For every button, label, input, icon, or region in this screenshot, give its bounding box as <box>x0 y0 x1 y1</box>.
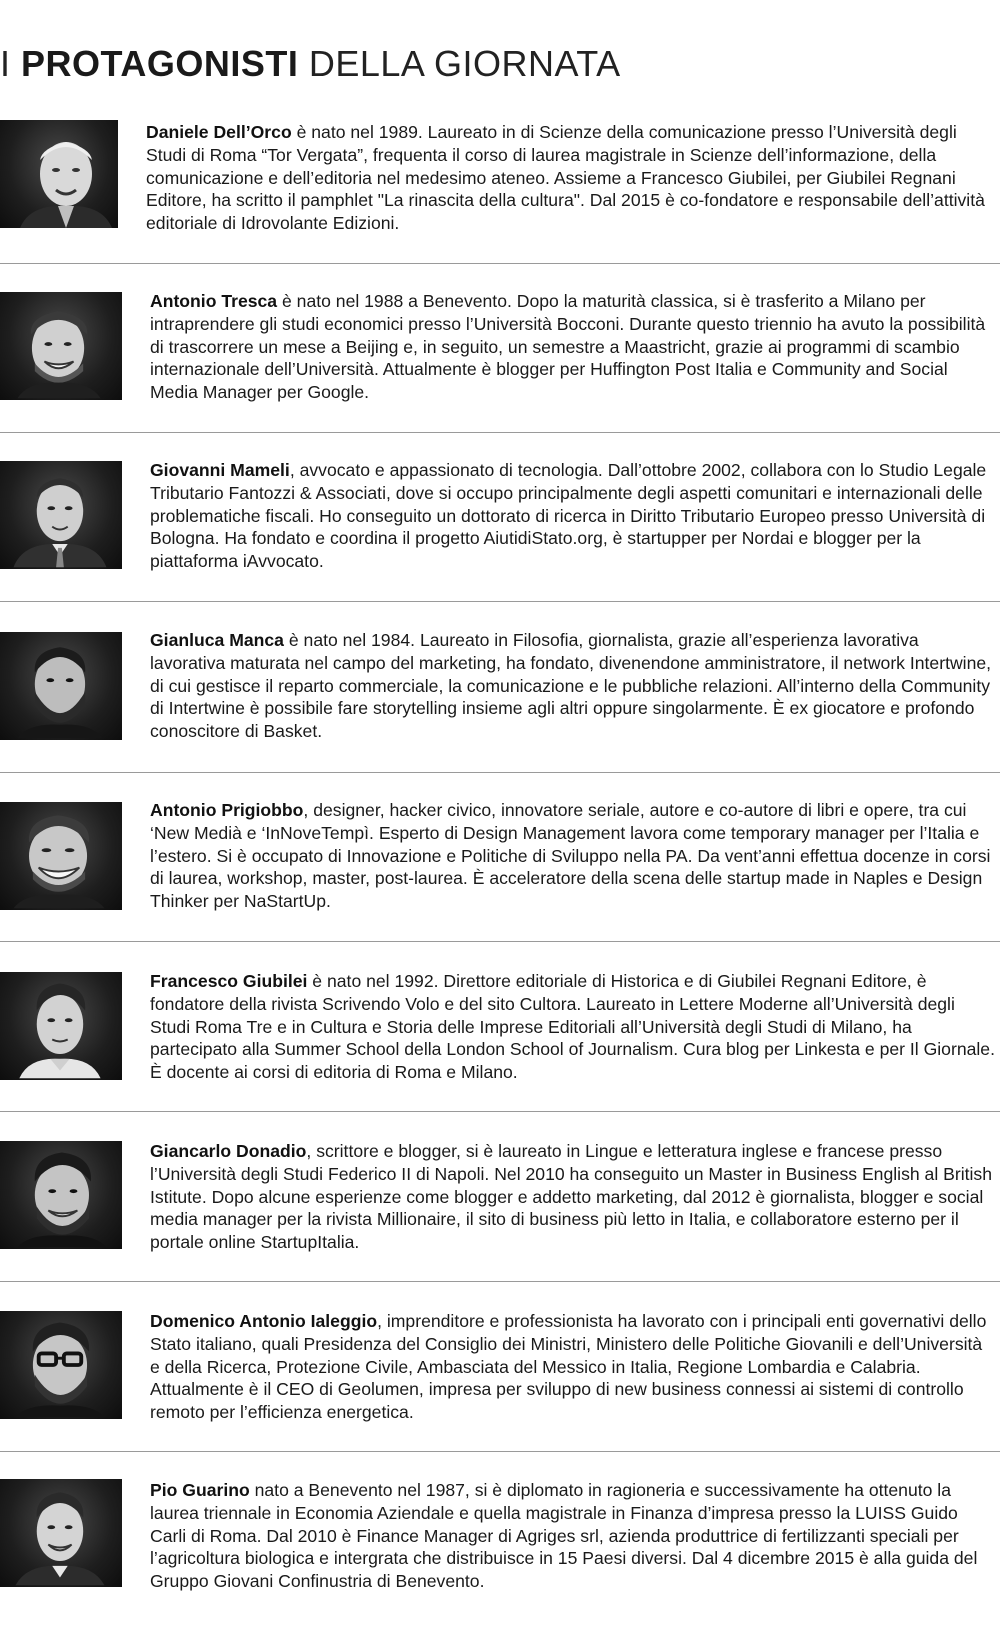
divider <box>0 1281 1000 1282</box>
person-description: è nato nel 1988 a Benevento. Dopo la maturità classica, si è trasferito a Milano per intraprendere gli studi economici presso l’Università Bocconi. Durante questo triennio ha avuto la possibilità di trascorrere un mese a Beijing e, in seguito, un semestre a Maastricht, grazie ai programmi di scambio internazionale dell’Università. Attualmente è blogger per Huffington Post Italia e Community and Social Media Manager per Google. <box>150 291 986 403</box>
title-bold: PROTAGONISTI <box>21 43 299 84</box>
title-prefix: I <box>0 43 22 84</box>
person-name: Daniele Dell’Orco <box>146 122 292 142</box>
person-bio <box>150 1479 996 1593</box>
person-photo <box>0 632 122 740</box>
portrait-icon <box>0 632 118 740</box>
portrait-icon <box>0 802 118 910</box>
portrait-icon <box>0 1479 118 1587</box>
person-name: Antonio Tresca <box>150 291 278 311</box>
person-description: , avvocato e appassionato di tecnologia. Dall’ottobre 2002, collabora con lo Studio Legale Tributario Fantozzi & Associati, dove si occupo principalmente degli aspetti comunitari e internazionali delle problematiche fiscali. Ho conseguito un dottorato di ricerca in Diritto Tributario Europeo presso Università di Bologna. Ha fondato e coordina il progetto AiutidiStato.org, è startupper per Nordai e blogger per la piattaforma iAvvocato. <box>150 460 987 572</box>
person-bio <box>150 799 992 913</box>
person-name: Antonio Prigiobbo <box>150 800 304 820</box>
person-photo <box>0 292 122 400</box>
person-description: è nato nel 1984. Laureato in Filosofia, giornalista, grazie all’esperienza lavorativa lavorativa maturata nel campo del marketing, ha fondato, divenendone amministratore, il network Intertwine, di cui gestisce il reparto commerciale, la comunicazione e le pubbliche relazioni. All’interno della Community di Intertwine è possibile fare storytelling insieme agli altri oppure singolarmente. È ex giocatore e profondo conoscitore di Basket. <box>150 630 992 742</box>
person-photo <box>0 120 118 228</box>
person-name: Giancarlo Donadio <box>150 1141 307 1161</box>
person-name: Francesco Giubilei <box>150 971 308 991</box>
person-bio <box>146 121 992 235</box>
person-name: Pio Guarino <box>150 1480 250 1500</box>
person-bio <box>150 459 992 573</box>
divider <box>0 1451 1000 1452</box>
person-photo <box>0 461 122 569</box>
divider <box>0 263 1000 264</box>
person-name: Domenico Antonio Ialeggio <box>150 1311 378 1331</box>
person-bio <box>150 1310 996 1424</box>
divider <box>0 1111 1000 1112</box>
person-description: , scrittore e blogger, si è laureato in Lingue e letteratura inglese e francese presso l’Università degli Studi Federico II di Napoli. Nel 2010 ha conseguito un Master in Business English al British Istitute. Dopo alcune esperienze come blogger e addetto marketing, dal 2012 è giornalista, blogger e social media manager per la rivista Millionaire, il sito di business più letto in Italia, e collaboratore esterno per il portale online StartupItalia. <box>150 1141 993 1253</box>
portrait-icon <box>0 1311 118 1419</box>
portrait-icon <box>0 461 118 569</box>
person-photo <box>0 1141 122 1249</box>
portrait-icon <box>0 1141 118 1249</box>
person-description: è nato nel 1992. Direttore editoriale di Historica e di Giubilei Regnani Editore, è fondatore della rivista Scrivendo Volo e del sito Cultora. Laureato in Lettere Moderne all’Università degli Studi Roma Tre e in Cultura e Storia delle Imprese Editoriali all’Università degli Studi di Milano, ha partecipato alla Summer School della London School of Journalism. Cura blog per Linkesta e per Il Giornale. È docente ai corsi di editoria di Roma e Milano. <box>150 971 995 1083</box>
person-description: , imprenditore e professionista ha lavorato con i principali enti governativi dello Stato italiano, quali Presidenza del Consiglio dei Ministri, Ministero delle Politiche Giovanili e dell’Università e della Ricerca, Protezione Civile, Ambasciata del Messico in Italia, Regione Lombardia e Calabria. Attualmente è il CEO di Geolumen, impresa per sviluppo di new business connessi ai sistemi di controllo remoto per l’efficienza energetica. <box>150 1311 987 1423</box>
person-name: Giovanni Mameli <box>150 460 290 480</box>
person-description: nato a Benevento nel 1987, si è diplomato in ragioneria e successivamente ha ottenuto la laurea triennale in Economia Aziendale e quella magistrale in Finanza d’impresa presso la LUISS Guido Carli di Roma. Dal 2010 è Finance Manager di Agriges srl, azienda produttrice di fertilizzanti speciali per l’agricoltura biologica e intergrata che distribuisce in 15 Paesi diversi. Dal 4 dicembre 2015 è alla guida del Gruppo Giovani Confinustria di Benevento. <box>150 1480 978 1592</box>
portrait-icon <box>0 292 118 400</box>
portrait-icon <box>0 972 118 1080</box>
person-photo <box>0 1311 122 1419</box>
person-photo <box>0 1479 122 1587</box>
person-description: è nato nel 1989. Laureato in di Scienze della comunicazione presso l’Università degli Studi di Roma “Tor Vergata”, frequenta il corso di laurea magistrale in Scienze dell’informazione, della comunicazione e dell’editoria nel medesimo ateneo. Assieme a Francesco Giubilei, per Giubilei Regnani Editore, ha scritto il pamphlet "La rinascita della cultura". Dal 2015 è co-fondatore e responsabile dell’attività editoriale di Idrovolante Edizioni. <box>146 122 985 234</box>
person-name: Gianluca Manca <box>150 630 284 650</box>
person-bio <box>150 629 996 743</box>
divider <box>0 941 1000 942</box>
person-bio <box>150 290 992 404</box>
portrait-icon <box>0 120 118 228</box>
divider <box>0 432 1000 433</box>
person-photo <box>0 802 122 910</box>
person-description: , designer, hacker civico, innovatore seriale, autore e co-autore di libri e opere, tra cui ‘New Medià e ‘InNoveTempì. Esperto di Design Management lavora come temporary manager per l’Italia e l’estero. Si è occupato di Innovazione e Politiche di Sviluppo nella PA. Da vent’anni effettua docenze in corsi di laurea, workshop, master, post-laurea. È acceleratore della scena delle startup made in Naples e Design Thinker per NaStartUp. <box>150 800 991 912</box>
person-bio <box>150 1140 996 1254</box>
divider <box>0 601 1000 602</box>
title-suffix: DELLA GIORNATA <box>298 43 621 84</box>
person-photo <box>0 972 122 1080</box>
divider <box>0 772 1000 773</box>
person-bio <box>150 970 996 1084</box>
